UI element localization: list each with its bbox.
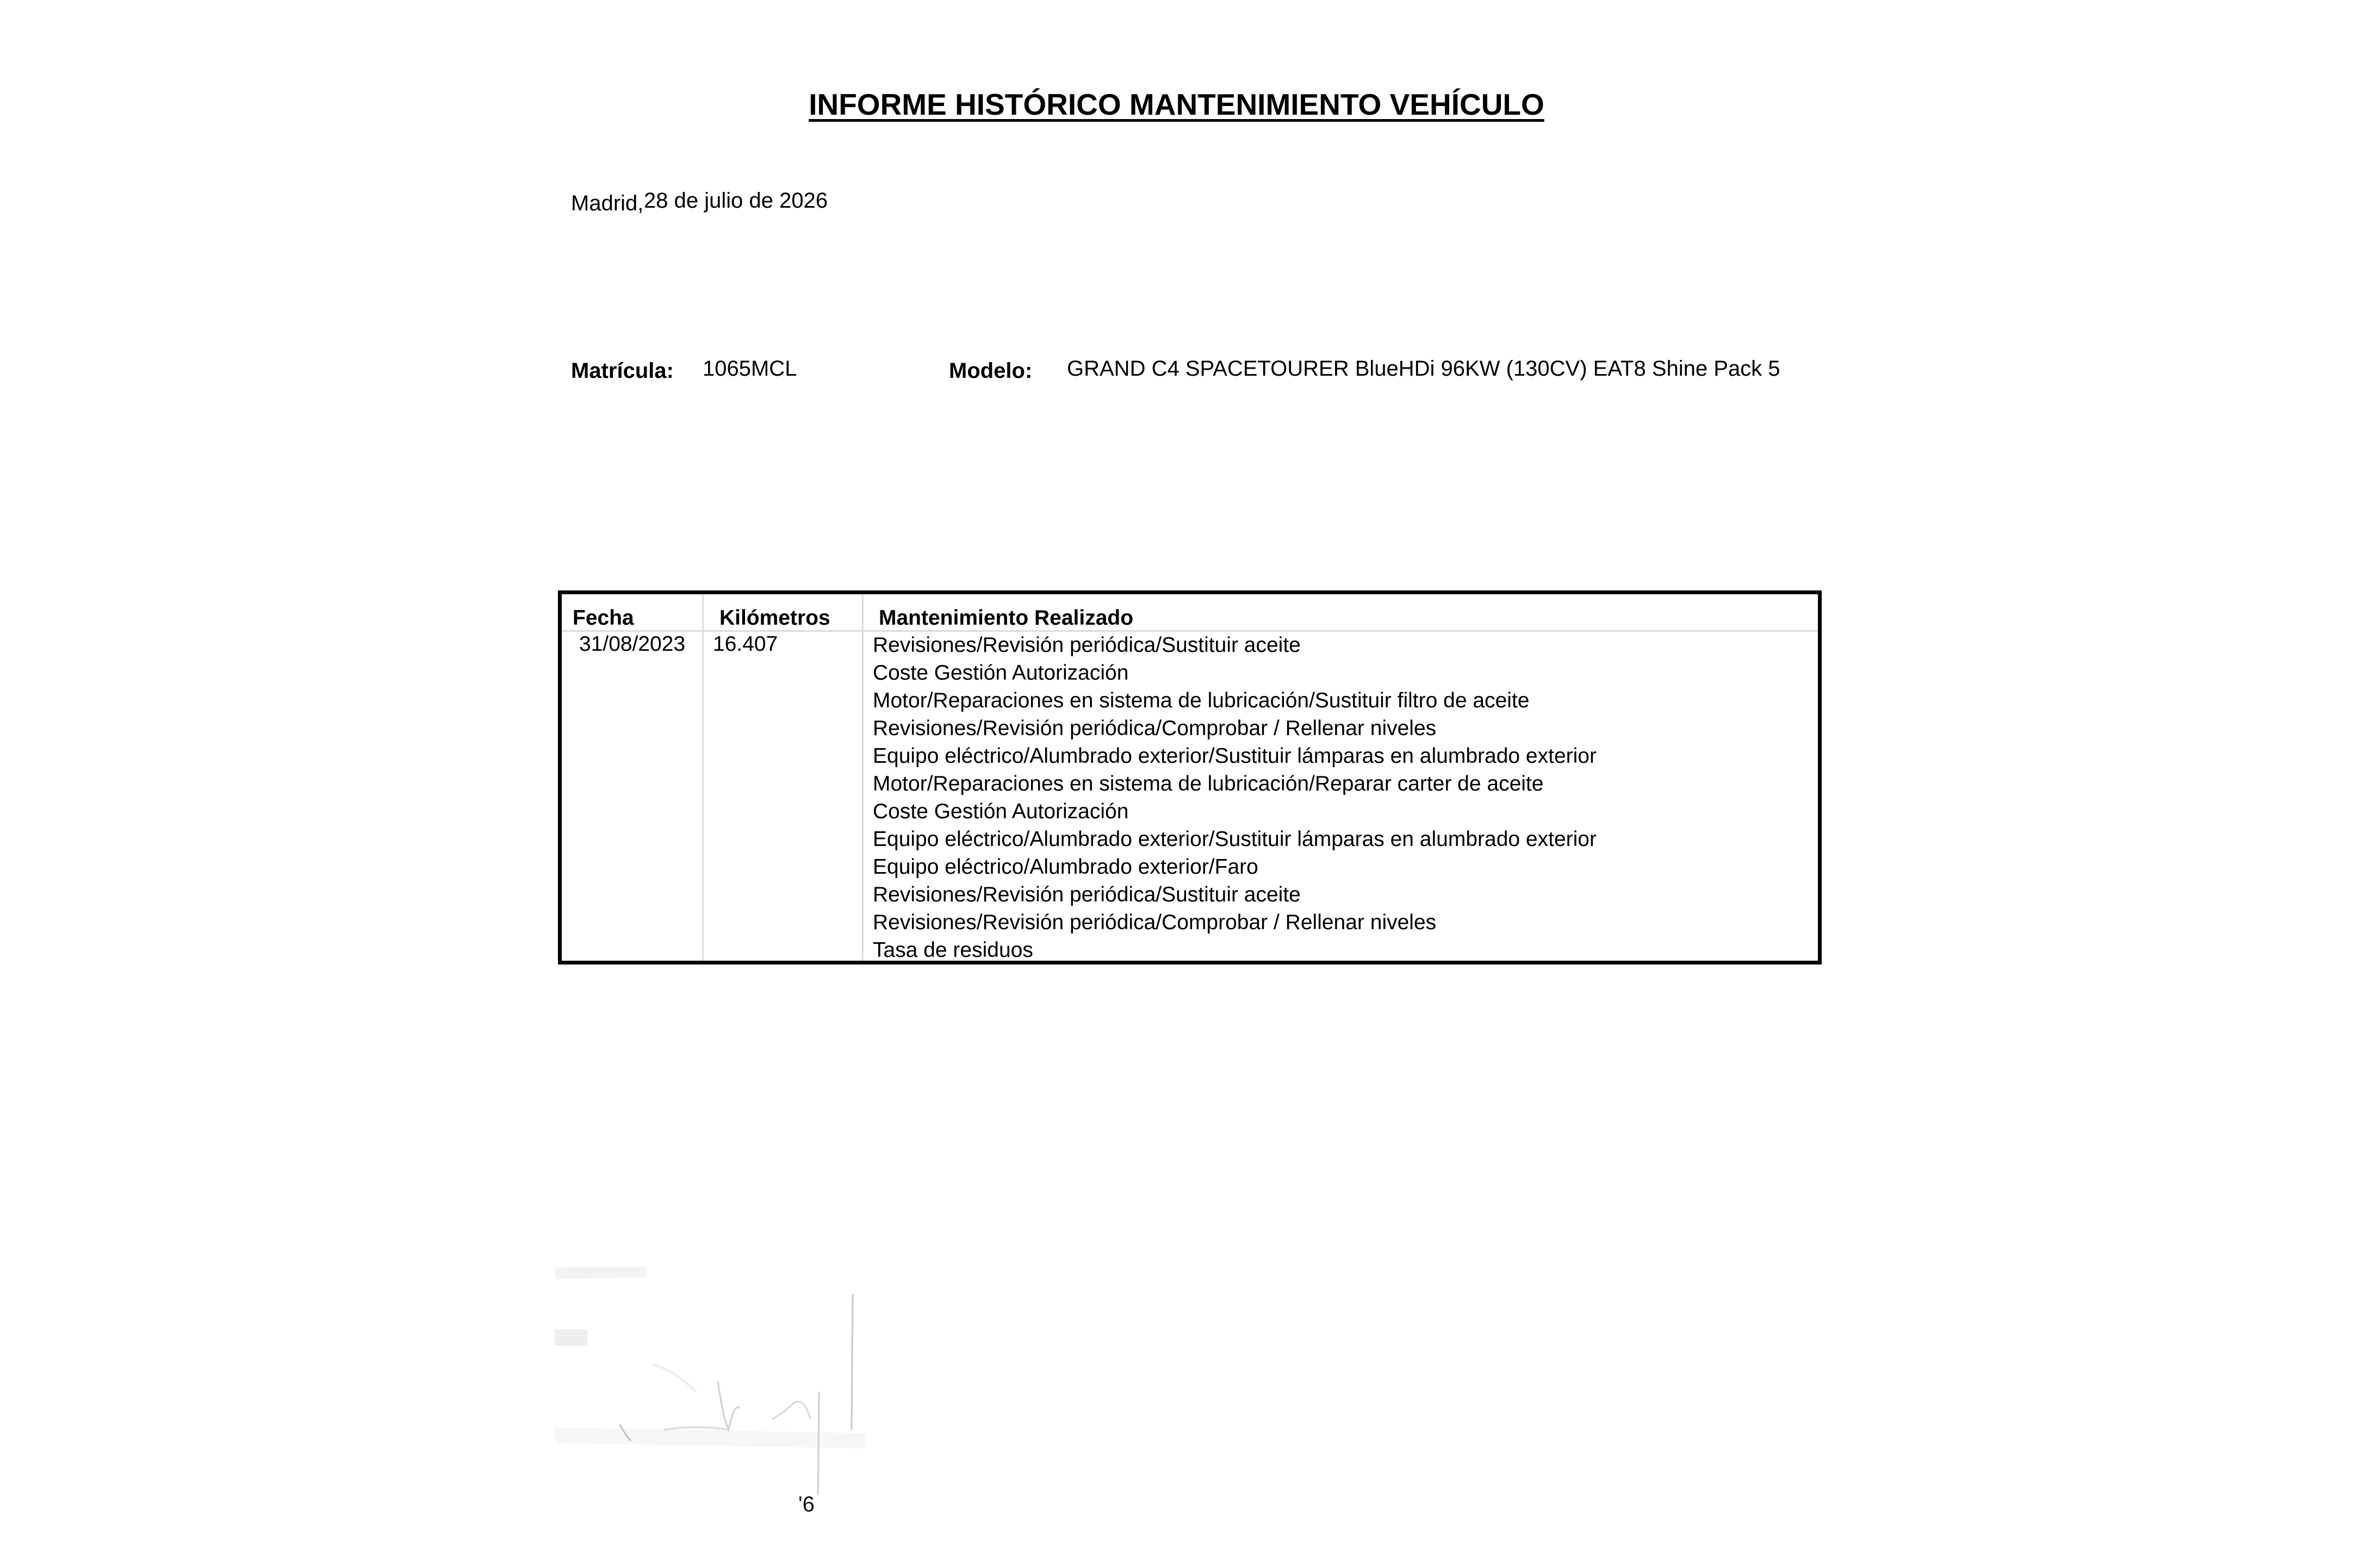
- model-value: GRAND C4 SPACETOURER BlueHDi 96KW (130CV) EAT8 Shine Pack 5: [1067, 357, 1780, 381]
- header-km: Kilómetros: [719, 606, 830, 630]
- maintenance-item: Revisiones/Revisión periódica/Sustituir aceite: [873, 883, 1301, 906]
- maintenance-item: Coste Gestión Autorización: [873, 800, 1129, 823]
- report-date: 28 de julio de 2026: [644, 189, 828, 213]
- maintenance-item: Equipo eléctrico/Alumbrado exterior/Sustituir lámparas en alumbrado exterior: [873, 744, 1597, 768]
- maintenance-item: Tasa de residuos: [873, 938, 1033, 962]
- header-date: Fecha: [573, 606, 634, 630]
- maintenance-item: Equipo eléctrico/Alumbrado exterior/Faro: [873, 855, 1258, 879]
- maintenance-item: Revisiones/Revisión periódica/Comprobar / Rellenar niveles: [873, 717, 1437, 740]
- row-km: 16.407: [713, 632, 778, 656]
- plate-label: Matrícula:: [571, 359, 674, 383]
- header-maintenance: Mantenimiento Realizado: [879, 606, 1134, 630]
- plate-value: 1065MCL: [703, 357, 797, 381]
- model-label: Modelo:: [949, 359, 1033, 383]
- stamp-fragment: '6: [798, 1492, 815, 1516]
- maintenance-item: Motor/Reparaciones en sistema de lubricación/Sustituir filtro de aceite: [873, 689, 1530, 712]
- maintenance-item: Equipo eléctrico/Alumbrado exterior/Sustituir lámparas en alumbrado exterior: [873, 827, 1597, 851]
- signature-image: [555, 1267, 870, 1495]
- maintenance-item: Coste Gestión Autorización: [873, 661, 1129, 685]
- maintenance-item: Motor/Reparaciones en sistema de lubricación/Reparar carter de aceite: [873, 772, 1544, 795]
- maintenance-item: Revisiones/Revisión periódica/Comprobar / Rellenar niveles: [873, 911, 1437, 934]
- column-divider: [862, 594, 864, 961]
- place-label: Madrid,: [571, 191, 644, 215]
- maintenance-table: [558, 590, 1822, 965]
- column-divider: [702, 594, 704, 961]
- report-title: INFORME HISTÓRICO MANTENIMIENTO VEHÍCULO: [809, 88, 1544, 121]
- maintenance-item: Revisiones/Revisión periódica/Sustituir aceite: [873, 633, 1301, 657]
- signature-stamp-area: [555, 1267, 870, 1495]
- row-date: 31/08/2023: [579, 632, 686, 656]
- maintenance-items: [873, 631, 1597, 964]
